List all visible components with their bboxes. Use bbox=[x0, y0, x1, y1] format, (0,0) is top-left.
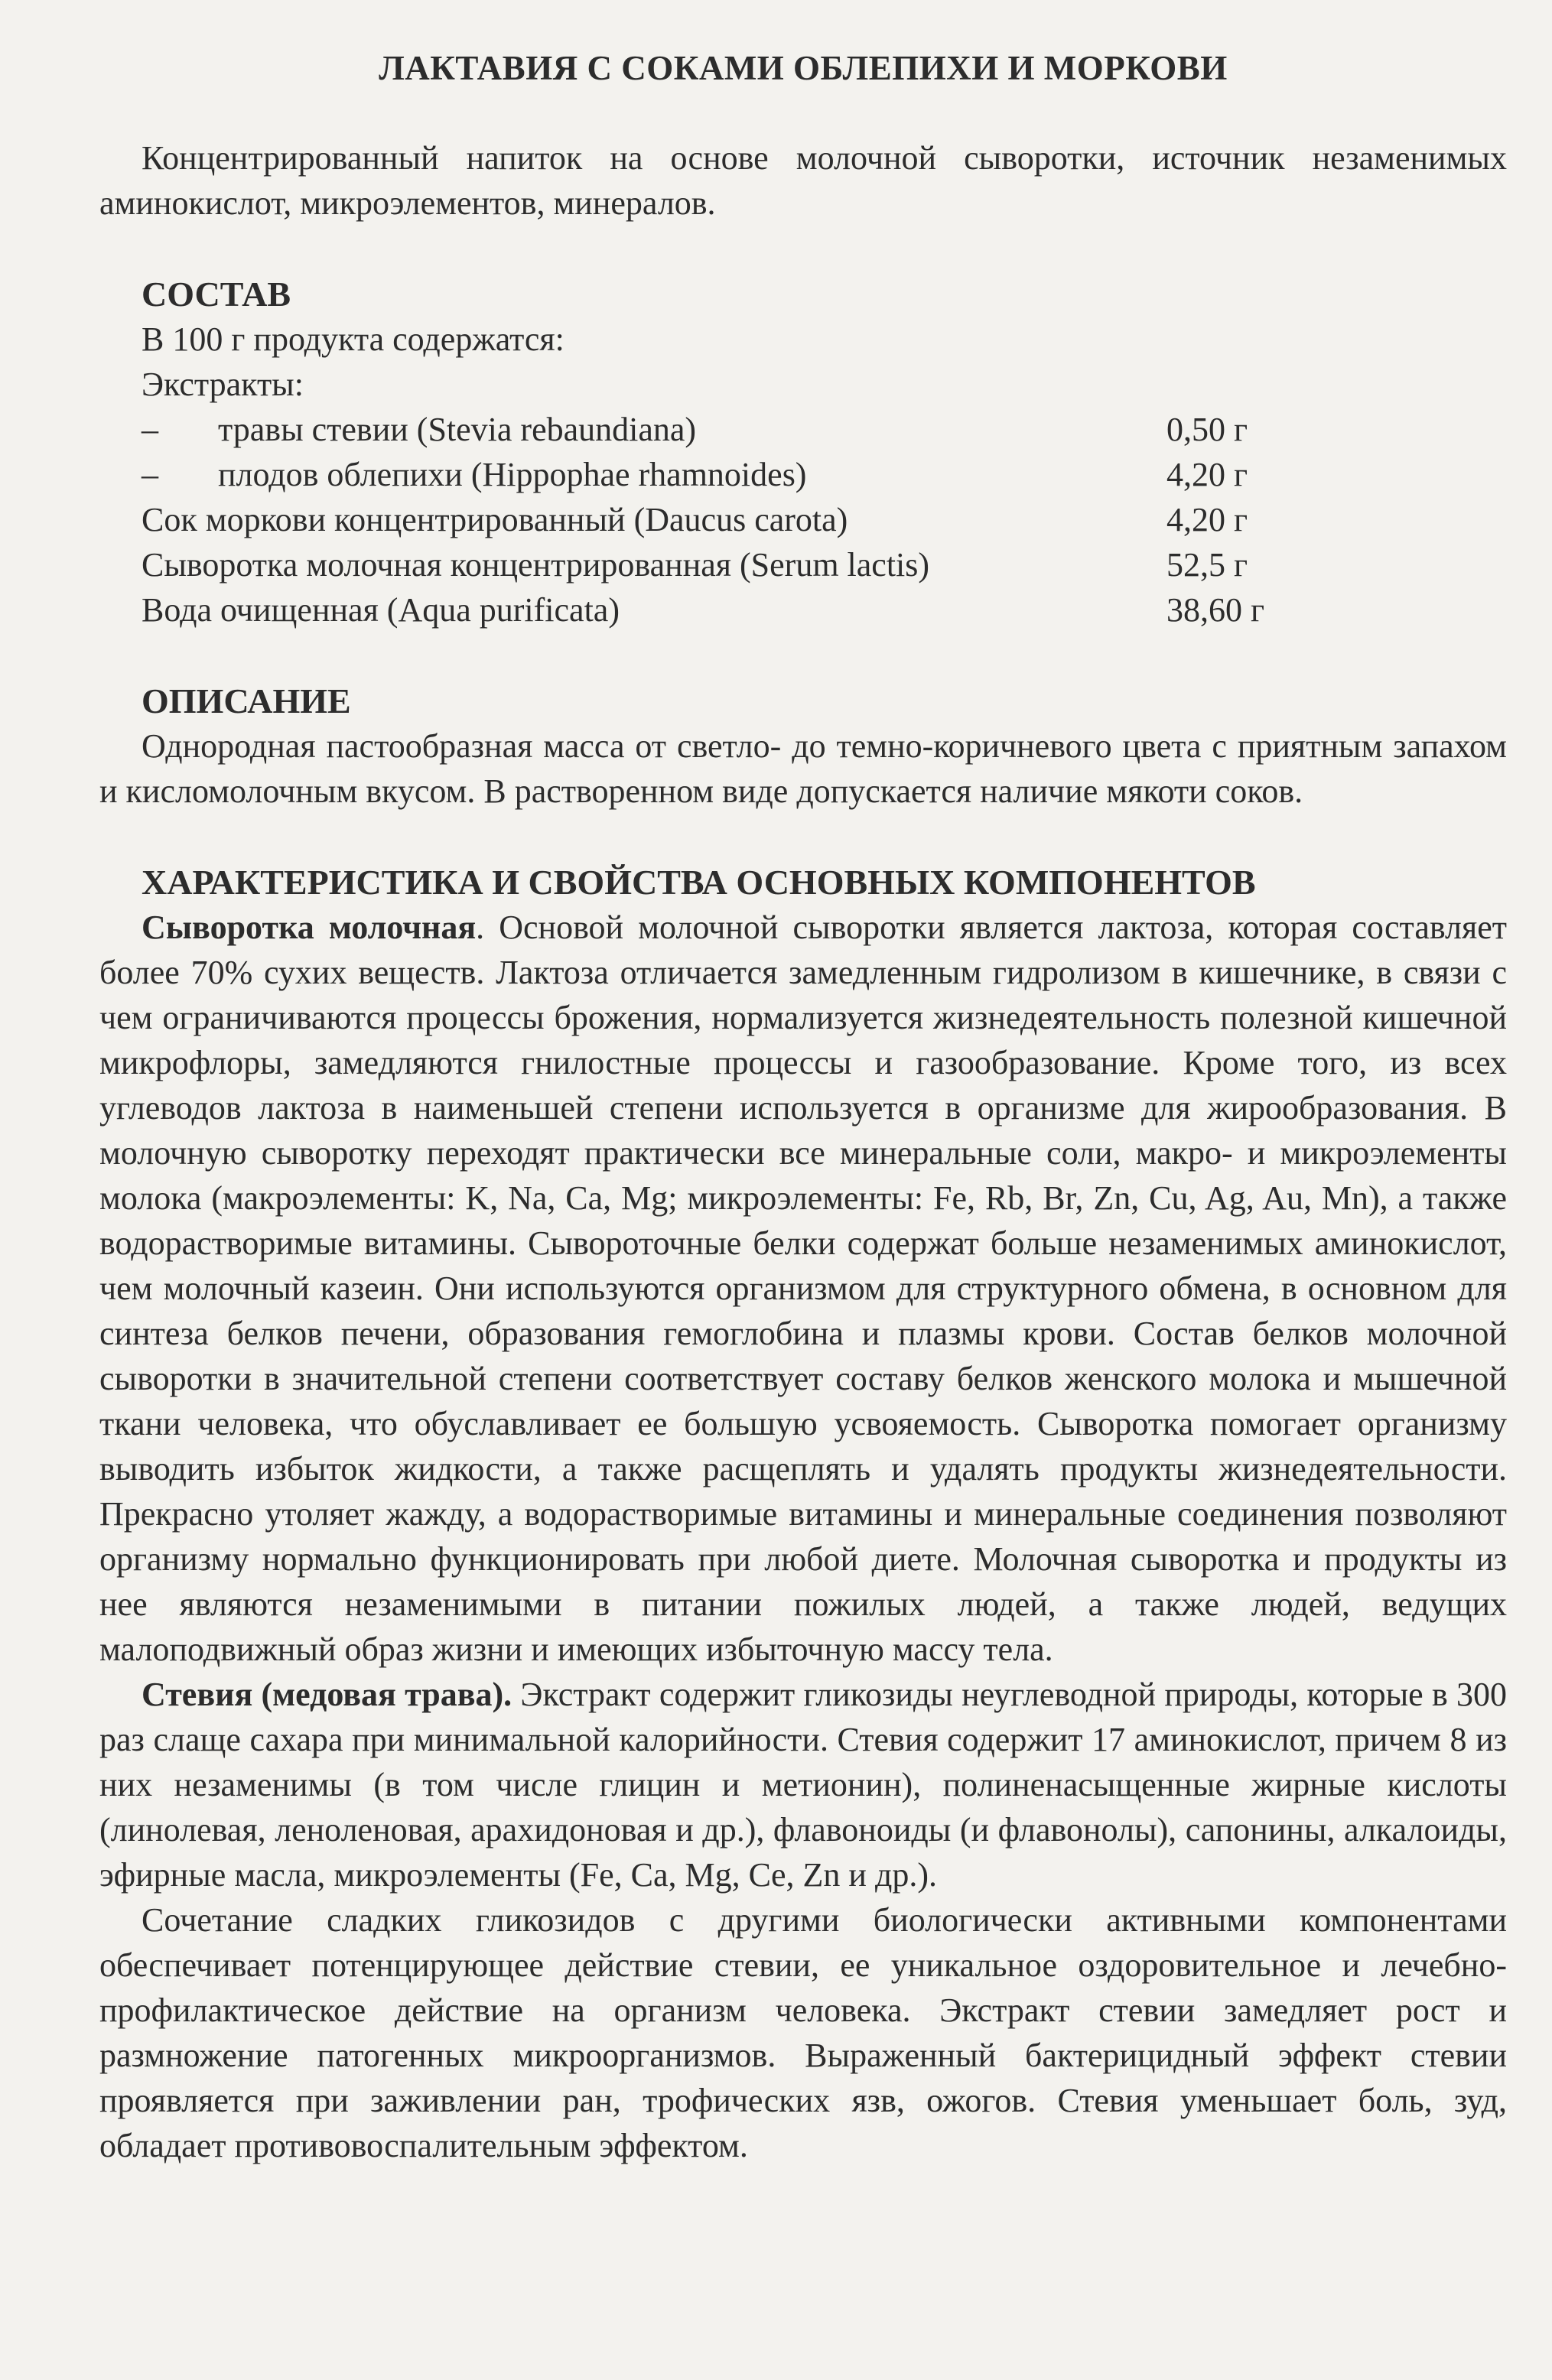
component-amount: 38,60 г bbox=[1166, 591, 1265, 629]
composition-row bbox=[142, 542, 1381, 587]
composition-row bbox=[142, 497, 1381, 542]
composition-heading: СОСТАВ bbox=[142, 275, 291, 314]
description-paragraph: Однородная пастообразная масса от светло- до темно-коричневого цвета с приятным запахом и кисломолочным вкусом. В растворенном виде допускается наличие мякоти соков. bbox=[99, 727, 1507, 810]
component-name-text: плодов облепихи (Hippophae rhamnoides) bbox=[218, 456, 807, 493]
description-heading: ОПИСАНИЕ bbox=[142, 681, 351, 720]
composition-per-100g: В 100 г продукта содержатся: bbox=[142, 320, 565, 358]
list-dash: – bbox=[142, 411, 158, 448]
component-name bbox=[142, 407, 1166, 452]
component-amount: 4,20 г bbox=[1166, 456, 1248, 493]
component-amount: 52,5 г bbox=[1166, 546, 1248, 584]
spacer bbox=[99, 814, 1507, 860]
composition-row bbox=[142, 452, 1381, 497]
properties-heading: ХАРАКТЕРИСТИКА И СВОЙСТВА ОСНОВНЫХ КОМПОНЕНТОВ bbox=[142, 863, 1256, 902]
stevia-effect-paragraph: Сочетание сладких гликозидов с другими биологически активными компонентами обеспечивает потенцирующее действие стевии, ее уникальное оздоровительное и лечебно-профилактическое действие на организм человека. Экстракт стевии замедляет рост и размножение патогенных микроорганизмов. Выраженный бактерицидный эффект стевии проявляется при заживлении ран, трофических язв, ожогов. Стевия уменьшает боль, зуд, обладает противовоспалительным эффектом. bbox=[99, 1901, 1507, 2164]
spacer bbox=[99, 632, 1507, 678]
component-name bbox=[142, 452, 1166, 497]
component-name: Вода очищенная (Aqua purificata) bbox=[142, 591, 620, 629]
composition-table bbox=[142, 407, 1381, 632]
intro-paragraph: Концентрированный напиток на основе молочной сыворотки, источник незаменимых аминокислот, микроэлементов, минералов. bbox=[99, 139, 1507, 222]
whey-term: Сыворотка молочная bbox=[142, 909, 477, 946]
stevia-paragraph bbox=[99, 1672, 1507, 1897]
composition-row bbox=[142, 587, 1381, 632]
component-name-text: травы стевии (Stevia rebaundiana) bbox=[218, 411, 697, 448]
whey-text: . Основой молочной сыворотки является лактоза, которая составляет более 70% сухих веществ. Лактоза отличается замедленным гидролизом в кишечнике, в связи с чем ограничиваются процессы брожения, нормализуется жизнедеятельность полезной кишечной микрофлоры, замедляются гнилостные процессы и газообразование. Кроме того, из всех углеводов лактоза в наименьшей степени используется в организме для жирообразования. В молочную сыворотку переходят практически все минеральные соли, макро- и микроэлементы молока (макроэлементы: K, Na, Ca, Mg; микроэлементы: Fe, Rb, Br, Zn, Cu, Ag, Au, Mn), а также водорастворимые витамины. Сывороточные белки содержат больше незаменимых аминокислот, чем молочный казеин. Они используются организмом для структурного обмена, в основном для синтеза белков печени, образования гемоглобина и плазмы крови. Состав белков молочной сыворотки в значительной степени соответствует составу белков женского молока и мышечной ткани человека, что обуславливает ее большую усвояемость. Сыворотка помогает организму выводить избыток жидкости, а также расщеплять и удалять продукты жизнедеятельности. Прекрасно утоляет жажду, а водорастворимые витамины и минеральные соединения позволяют организму нормально функционировать при любой диете. Молочная сыворотка и продукты из нее являются незаменимыми в питании пожилых людей, а также людей, ведущих малоподвижный образ жизни и имеющих избыточную массу тела. bbox=[99, 909, 1507, 1668]
component-name: Сыворотка молочная концентрированная (Serum lactis) bbox=[142, 546, 930, 584]
component-amount: 0,50 г bbox=[1166, 411, 1248, 448]
stevia-text: Экстракт содержит гликозиды неуглеводной природы, которые в 300 раз слаще сахара при минимальной калорийности. Стевия содержит 17 аминокислот, причем 8 из них незаменимы (в том числе глицин и метионин), полиненасыщенные жирные кислоты (линолевая, леноленовая, арахидоновая и др.), флавоноиды (и флавонолы), сапонины, алкалоиды, эфирные масла, микроэлементы (Fe, Ca, Mg, Ce, Zn и др.). bbox=[99, 1676, 1508, 1894]
spacer bbox=[99, 226, 1507, 271]
component-name: Сок моркови концентрированный (Daucus carota) bbox=[142, 501, 848, 538]
whey-paragraph bbox=[99, 905, 1507, 1672]
list-dash: – bbox=[142, 456, 158, 493]
component-amount: 4,20 г bbox=[1166, 501, 1248, 538]
document-page bbox=[99, 46, 1507, 2168]
page-title: ЛАКТАВИЯ С СОКАМИ ОБЛЕПИХИ И МОРКОВИ bbox=[379, 49, 1228, 87]
extracts-label: Экстракты: bbox=[142, 366, 304, 403]
stevia-term: Стевия (медовая трава). bbox=[142, 1676, 512, 1713]
composition-row bbox=[142, 407, 1381, 452]
